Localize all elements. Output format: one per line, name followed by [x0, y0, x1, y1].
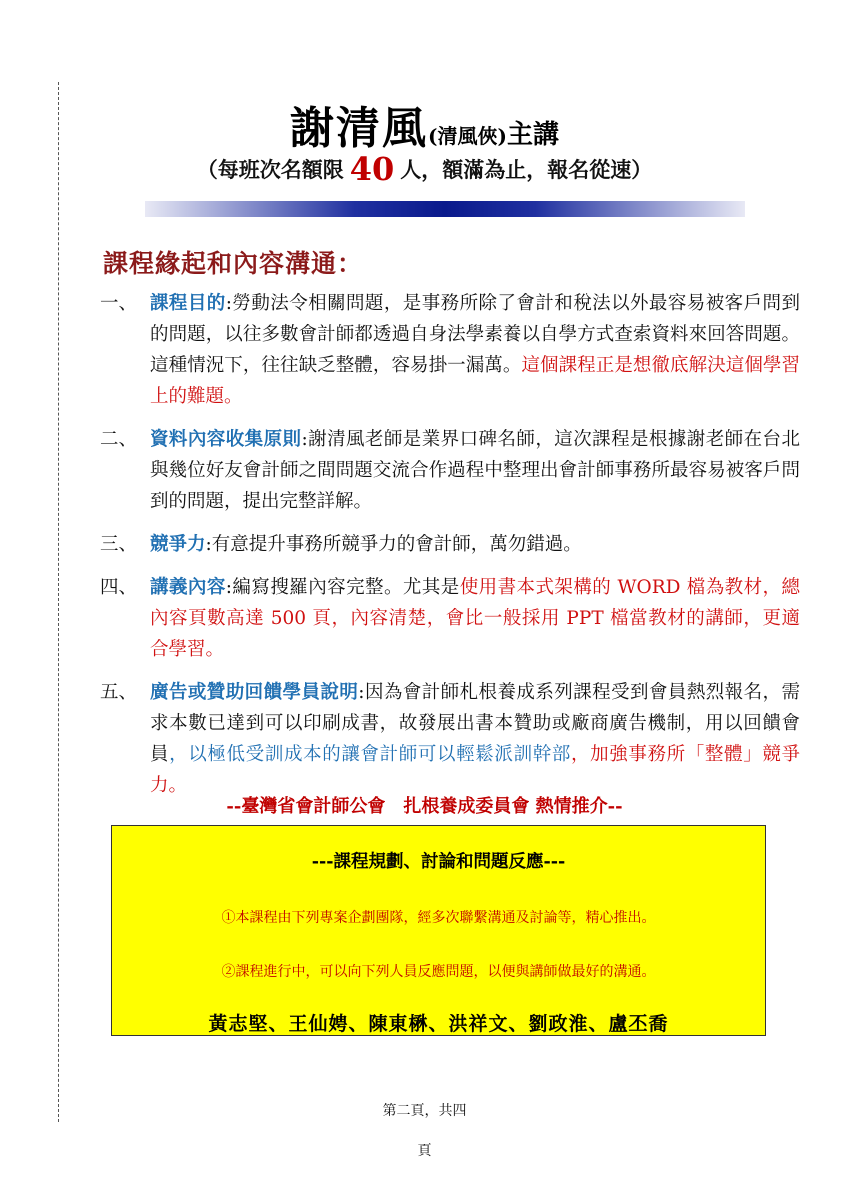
item-text: :因為會計師札根養成系列課程受到會員熱烈報名，需求本數已達到可以印刷成書，故發展出書本贊助或廠商廣告機制，用以回饋會員: [150, 682, 800, 765]
section-heading: 課程緣起和內容溝通：: [103, 249, 364, 278]
page-number: 第二頁，共四: [382, 1103, 467, 1119]
list-item: [100, 572, 800, 665]
item-blue-text: ，以極低受訓成本的讓會計師可以輕鬆派訓幹部: [169, 744, 571, 765]
item-number: 二、: [100, 429, 138, 450]
item-keyword: 廣告或贊助回饋學員說明: [150, 682, 359, 703]
item-highlight: 這個課程正是想徹底解決這個學習上的難題。: [150, 355, 800, 407]
limit-number: 40: [349, 150, 395, 188]
item-text: :勞動法令相關問題，是事務所除了會計和稅法以外最容易被客戶問到的問題，以往多數會計師都透過自身法學素養以自學方式查索資料來回答問題。這種情況下，往往缺乏整體，容易掛一漏萬。: [150, 293, 800, 376]
item-number: 三、: [100, 534, 138, 555]
item-text: :編寫搜羅內容完整。尤其是: [225, 577, 460, 598]
list-item: [100, 529, 800, 560]
binding-margin-line: [58, 82, 59, 1122]
enrollment-limit: [0, 150, 849, 188]
page-title: [0, 92, 849, 156]
list-item: [100, 677, 800, 801]
list-item: [100, 424, 800, 517]
item-highlight: 使用書本式架構的 WORD 檔為教材，總內容頁數高達 500 頁，內容清楚，會比一般採用 PPT 檔當教材的講師，更適合學習。: [150, 577, 800, 660]
team-names: 黃志堅、王仙娉、陳東楙、洪祥文、劉政淮、盧丕喬: [208, 1013, 669, 1035]
instructor-alias: (清風俠): [428, 124, 507, 148]
instructor-name: 謝清風: [290, 103, 429, 154]
course-items-list: [100, 288, 800, 813]
box-title: ---課程規劃、討論和問題反應---: [311, 852, 566, 872]
limit-prefix: （每班次名額限: [196, 157, 344, 182]
item-number: 四、: [100, 577, 138, 598]
item-text: :有意提升事務所競爭力的會計師，萬勿錯過。: [205, 534, 582, 555]
promo-line: --臺灣省會計師公會 扎根養成委員會 熱情推介--: [226, 796, 623, 817]
box-line-2: ②課程進行中，可以向下列人員反應問題，以便與講師做最好的溝通。: [221, 964, 656, 980]
box-line-1: ①本課程由下列專案企劃團隊，經多次聯繫溝通及討論等，精心推出。: [221, 910, 656, 926]
item-text: :謝清風老師是業界口碑名師，這次課程是根據謝老師在台北與幾位好友會計師之間問題交流合作過程中整理出會計師事務所最容易被客戶問到的問題，提出完整詳解。: [150, 429, 800, 512]
item-keyword: 資料內容收集原則: [150, 429, 302, 450]
item-keyword: 講義內容: [150, 577, 226, 598]
decorative-gradient-bar: [145, 201, 745, 217]
item-red-text: ，加強事務所「整體」競爭力。: [150, 744, 800, 796]
limit-suffix: 人，額滿為止，報名從速）: [400, 157, 653, 182]
page-number-continued: 頁: [417, 1143, 432, 1159]
list-item: [100, 288, 800, 412]
item-keyword: 課程目的: [150, 293, 226, 314]
instructor-role: 主講: [506, 120, 559, 150]
item-number: 五、: [100, 682, 138, 703]
course-planning-box: [111, 825, 766, 1036]
item-number: 一、: [100, 293, 138, 314]
item-keyword: 競爭力: [150, 534, 206, 555]
